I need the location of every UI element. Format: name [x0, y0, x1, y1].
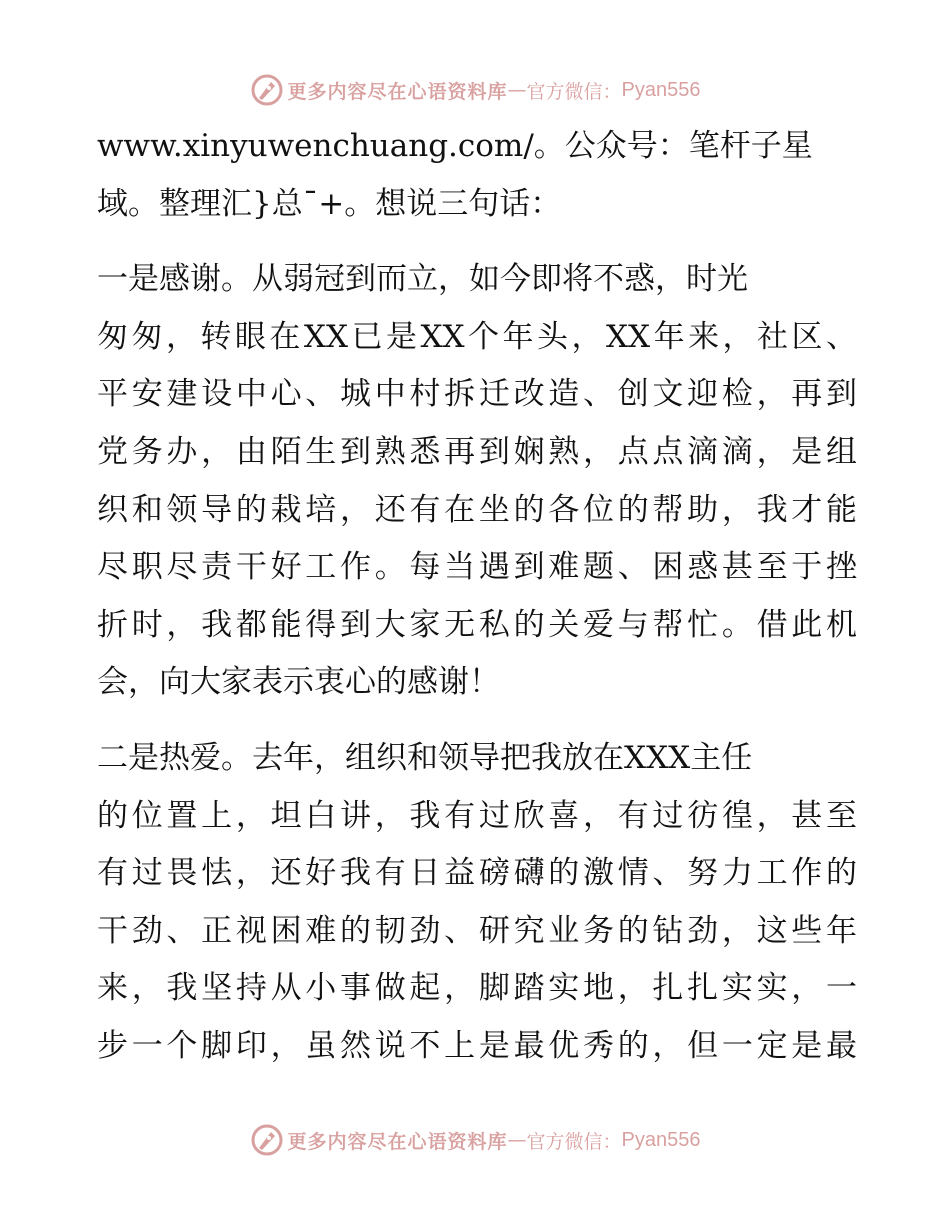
- footer-watermark-banner: [0, 1122, 950, 1158]
- para1-line: 匆匆，转眼在XX已是XX个年头，XX年来，社区、: [97, 318, 857, 355]
- para1-line: 会，向大家表示衷心的感谢！: [97, 664, 500, 701]
- para1-line: 尽职尽责干好工作。每当遇到难题、困惑甚至于挫: [97, 549, 857, 586]
- para2-line: 步一个脚印，虽然说不上是最优秀的，但一定是最: [97, 1027, 857, 1064]
- pen-nib-logo-icon: [250, 73, 284, 107]
- header-wechat-label: 官方微信：: [526, 80, 622, 103]
- footer-wechat-label: 官方微信：: [526, 1130, 622, 1153]
- para2-line: 有过畏怯，还好我有日益磅礴的激情、努力工作的: [97, 855, 857, 892]
- document-body: [97, 118, 857, 1076]
- para1-line: 一是感谢。从弱冠到而立，如今即将不惑，时光: [97, 261, 748, 298]
- header-dash: —: [507, 79, 527, 101]
- para2-line: 干劲、正视困难的韧劲、研究业务的钻劲，这些年: [97, 912, 857, 949]
- para2-line: 二是热爱。去年，组织和领导把我放在XXX主任: [97, 739, 753, 776]
- para2-line: 来，我坚持从小事做起，脚踏实地，扎扎实实，一: [97, 970, 857, 1007]
- para2-line: 的位置上，坦白讲，我有过欣喜，有过彷徨，甚至: [97, 797, 857, 834]
- footer-dash: —: [507, 1129, 527, 1151]
- footer-site-text: 更多内容尽在心语资料库: [287, 1130, 508, 1153]
- header-site-text: 更多内容尽在心语资料库: [287, 80, 508, 103]
- para1-line: 党务办，由陌生到熟悉再到娴熟，点点滴滴，是组: [97, 433, 857, 470]
- intro-line: 域。整理汇}总¯+。想说三句话：: [97, 185, 562, 222]
- pen-nib-logo-icon: [250, 1123, 284, 1157]
- header-wechat-id: Pyan556: [621, 78, 701, 101]
- footer-wechat-id: Pyan556: [621, 1128, 701, 1151]
- header-watermark-banner: [0, 72, 950, 108]
- para1-line: 织和领导的栽培，还有在坐的各位的帮助，我才能: [97, 491, 857, 528]
- para1-line: 平安建设中心、城中村拆迁改造、创文迎检，再到: [97, 376, 857, 413]
- para1-line: 折时，我都能得到大家无私的关爱与帮忙。借此机: [97, 606, 857, 643]
- intro-line: www.xinyuwenchuang.com/。公众号：笔杆子星: [97, 128, 813, 164]
